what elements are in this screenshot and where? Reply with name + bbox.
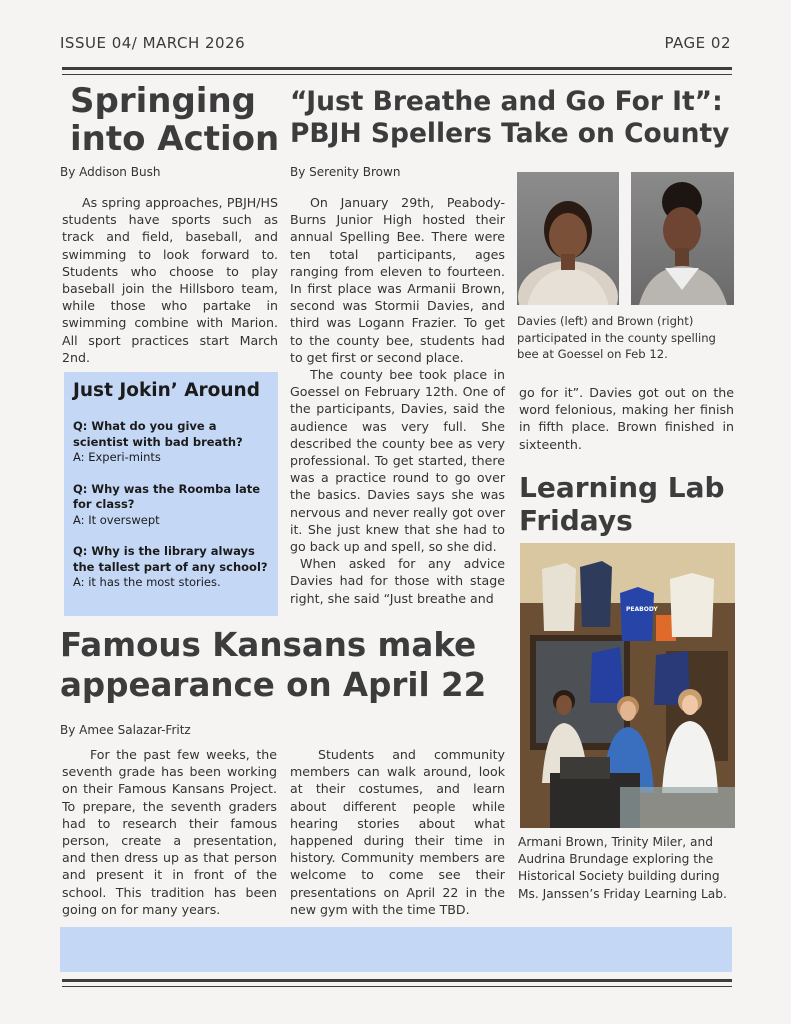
- davies-photo: [517, 172, 619, 305]
- kansans-headline: Famous Kansans make appearance on April 22: [60, 626, 487, 704]
- kansans-paragraph-1: For the past few weeks, the seventh grade has been working on their Famous Kansans Project. To prepare, the seventh graders had to research their famous person, create a presentation, and then dress up as that person and present it in front of the school. This tradition has been going on for many years.: [62, 747, 277, 917]
- portrait-figure-icon: [631, 172, 734, 305]
- kansans-paragraph-2: Students and community members can walk around, look at their costumes, and learn about different people while hearing stories about what happened during their time in history. Community members are welcome to come see their presentations on April 22 in the new gym with the time TBD.: [290, 747, 505, 917]
- historical-society-scene-icon: [520, 543, 735, 828]
- spring-byline: By Addison Bush: [60, 165, 161, 179]
- lab-headline: Learning Lab Fridays: [519, 471, 725, 537]
- jokes-list: [73, 419, 273, 607]
- jersey-text: PEABODY: [626, 606, 658, 613]
- spellers-paragraph-1: On January 29th, Peabody-Burns Junior High hosted their annual Spelling Bee. There were ten total participants, ages ranging from eleven to fourteen. In first place was Armanii Brown, second was Stormii Davies, and third was Logann Frazier. To get to the county bee, students had to get first or second place.: [290, 195, 505, 365]
- spellers-column: [290, 194, 505, 607]
- joke-answer: A: Experi-mints: [73, 450, 161, 464]
- joke-question: Q: What do you give a scientist with bad breath?: [73, 419, 243, 449]
- joke-answer: A: it has the most stories.: [73, 575, 221, 589]
- spellers-paragraph-3: When asked for any advice Davies had for those with stage right, she said “Just breathe and: [290, 556, 505, 606]
- jokes-box: [64, 372, 278, 616]
- brown-photo: [631, 172, 734, 305]
- top-rule: [62, 67, 732, 70]
- portrait-figure-icon: [517, 172, 619, 305]
- kansans-byline: By Amee Salazar-Fritz: [60, 723, 191, 737]
- lab-photo-caption: Armani Brown, Trinity Miler, and Audrina Brundage exploring the Historical Society building during Ms. Janssen’s Friday Learning Lab.: [518, 835, 727, 901]
- page-number: PAGE 02: [664, 34, 731, 52]
- spellers-paragraph-continued: go for it”. Davies got out on the word felonious, making her finish in fifth place. Brown finished in sixteenth.: [519, 385, 734, 452]
- joke-answer: A: It overswept: [73, 512, 160, 527]
- spring-body: As spring approaches, PBJH/HS students have sports such as track and field, baseball, and swimming to look forward to. Students who choose to play baseball join the Hillsboro team, while those who partake in swimming combine with Marion. All sport practices start March 2nd.: [62, 195, 278, 365]
- spellers-byline: By Serenity Brown: [290, 165, 401, 179]
- spring-headline: Springing into Action: [70, 81, 280, 159]
- issue-label: ISSUE 04/ MARCH 2026: [60, 34, 246, 52]
- footer-banner: [60, 927, 732, 972]
- joke-question: Q: Why is the library always the tallest part of any school?: [73, 544, 268, 574]
- top-rule-thin: [62, 74, 732, 75]
- bottom-rule: [62, 979, 732, 982]
- lab-photo: [520, 543, 735, 828]
- jokes-title: Just Jokin’ Around: [73, 380, 260, 401]
- bottom-rule-thin: [62, 986, 732, 987]
- spellers-paragraph-2: The county bee took place in Goessel on February 12th. One of the participants, Davies, said the audience was very full. She described the county bee as very professional. To get started, there was a practice round to go over the basics. Davies says she was nervous and never really got over it. She just knew that she had to go back up and spell, so she did.: [290, 367, 505, 555]
- spellers-photo-caption: Davies (left) and Brown (right) participated in the county spelling bee at Goessel on Feb 12.: [517, 314, 716, 361]
- spellers-headline: “Just Breathe and Go For It”: PBJH Spellers Take on County: [290, 86, 730, 149]
- joke-question: Q: Why was the Roomba late for class?: [73, 481, 261, 511]
